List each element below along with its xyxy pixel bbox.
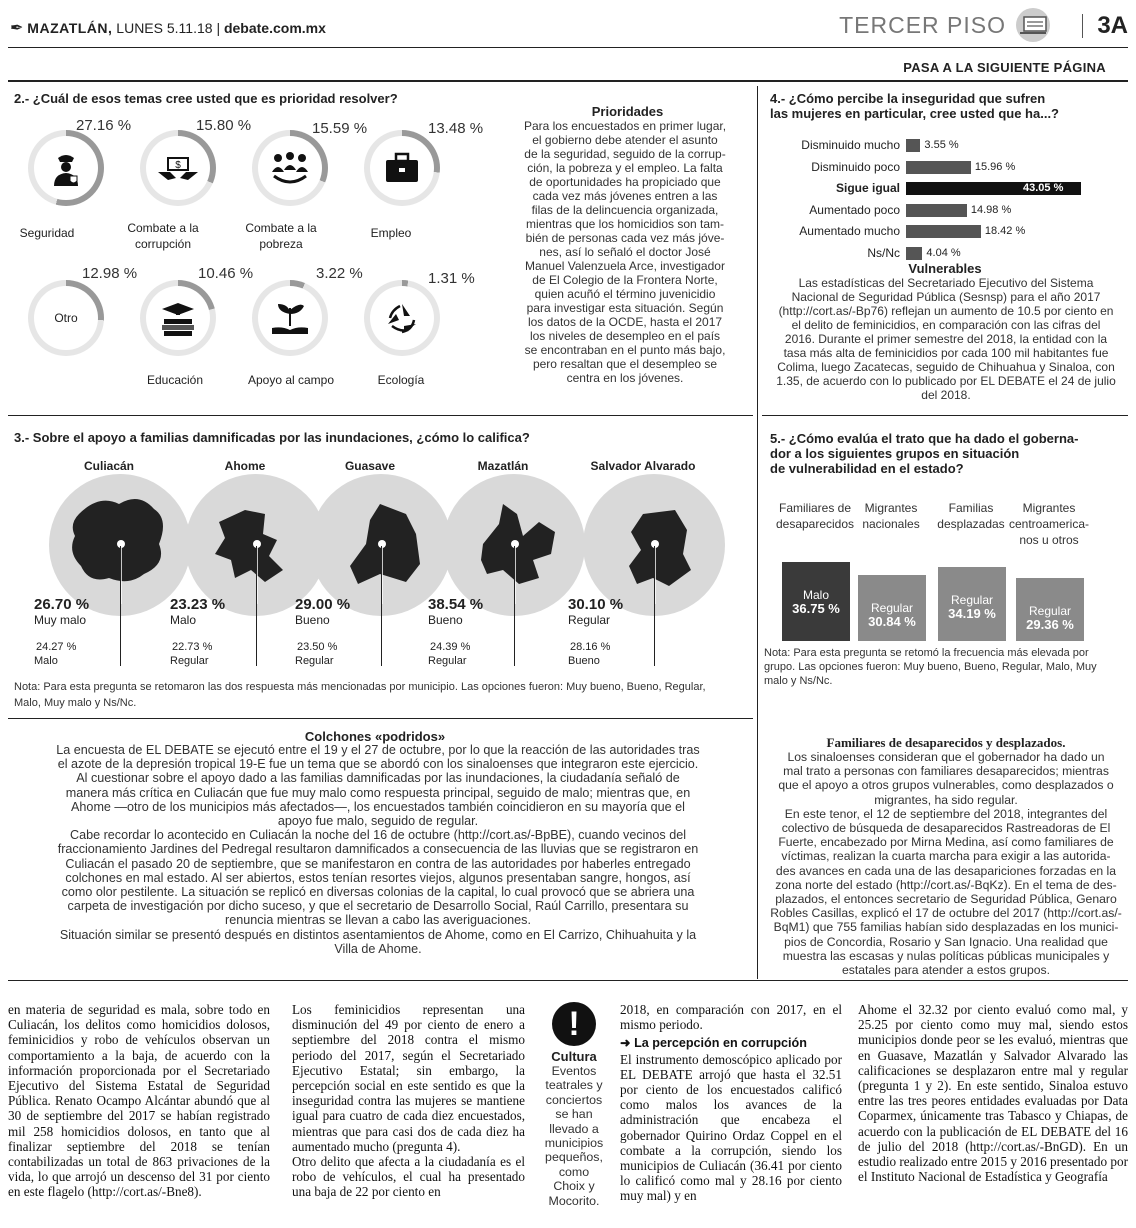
text-line: 2016. Durante el primer semestre del 2018, la entidad con la [784,332,1108,346]
q3-second-percent: 23.50 % [297,641,338,653]
q3-top-percent: 26.70 % [34,596,90,613]
section-logo-icon [1012,6,1054,44]
text-line: mal trato a personas con familiares desaparecidos; mientras [783,764,1109,779]
q5-title-1: 5.- ¿Cómo evalúa el trato que ha dado el goberna- [770,431,1079,446]
q4-title-1: 4.- ¿Cómo percibe la inseguridad que sufren [770,91,1046,106]
topic-percent: 1.31 % [428,270,475,287]
topic-circle-inner [258,136,322,200]
text-line: Robles Casillas, explicó el 17 de octubre del 2017 (http://cort.as/- [770,906,1122,921]
section-title: TERCER PISO [839,12,1006,38]
topic-label: Combate a la pobreza [245,221,317,251]
prioridades-title: Prioridades [591,104,664,119]
q5-bar-rating: Regular [1028,603,1072,618]
text-line: colchones en mal estado. Al ser abiertos, estos tenían resortes viejos, algunos presentaban sangre, hongos, así [65,870,691,885]
colchones-text [8,743,748,956]
text-line: Villa de Ahome. [334,941,422,956]
q3-second-percent: 22.73 % [172,641,213,653]
arrow-right-icon: ➜ [620,1036,631,1051]
topic-label: Ecología [377,373,425,387]
topic-percent: 27.16 % [76,117,132,134]
topic-circle [364,130,440,206]
svg-text:$: $ [175,160,181,171]
cultura-title: Cultura [551,1049,597,1064]
text-line: Ahome —otro de los municipios más afectados—, los encuestados también coincidieron en su mayoría que el [71,799,685,814]
q5-bar-percent: 30.84 % [868,613,916,629]
text-line: zona norte del estado (http://cort.as/-BqKz). En el tema de des- [775,877,1117,892]
masthead-site[interactable]: debate.com.mx [223,20,326,36]
topic-label: Seguridad [19,226,75,240]
people-group-icon [268,148,312,188]
q5-bar [858,575,926,641]
q3-top-rating: Regular [568,613,611,627]
text-line: (http://cort.as/-Bp76) reflejan un aumento de 10.5 por ciento en [778,304,1114,318]
text-line: conciertos [545,1092,603,1107]
text-line: La encuesta de EL DEBATE se ejecutó entre el 19 y el 27 de octubre, por lo que la reacción de las autoridades tras [56,743,700,757]
q4-bar [906,204,967,217]
text-line: Mocorito. [548,1193,600,1208]
text-line: se encontraban en el punto más bajo, [524,343,726,357]
q3-city-name: Culiacán [83,459,134,473]
q4-bar-label: Aumentado mucho [799,224,900,238]
text-line: BqM1) que 755 familias habían sido desplazadas en los munici- [773,920,1119,935]
topic-circle-inner [146,136,210,200]
topic-circle [252,280,328,356]
security-guard-icon [46,148,86,188]
masthead-date: LUNES 5.11.18 [116,20,213,36]
newspaper-logo-icon: ✒ [10,20,24,37]
text-line: los datos de la OCDE, hasta el 2017 [527,315,723,329]
topic-percent: 13.48 % [428,120,484,137]
q4-title-2: las mujeres en particular, cree usted que ha...? [770,106,1060,121]
text-line: ción, la pobreza y el empleo. La falta [527,161,723,175]
topic-percent: 3.22 % [316,265,363,282]
text-line: como [558,1164,590,1179]
bribe-handshake-icon [156,150,200,186]
q5-bar-rating: Regular [870,600,914,615]
q4-bar-value: 14.98 % [970,203,1012,216]
text-line: Colima, luego Zacatecas, seguido de Chihuahua y Sinaloa, con [777,360,1115,374]
q4-bar-value: 43.05 % [1023,182,1064,194]
q3-pointer-line [514,546,515,666]
q5-bar-percent: 34.19 % [948,606,996,622]
text-line: como olor pestilente. La situación se replicó en diversas colonias de la capital, lo cual provocó que se abriera una [61,885,695,900]
text-line: municipios [544,1136,604,1151]
text-line: Choix y [553,1179,595,1194]
q3-city-name: Ahome [224,459,266,473]
q3-top-percent: 38.54 % [428,596,484,613]
q5-bar-percent: 29.36 % [1026,616,1074,632]
q3-top-rating: Malo [170,613,197,627]
q4-bar-value: 4.04 % [926,246,961,259]
topic-circle-inner [34,286,98,350]
q5-note: Nota: Para esta pregunta se retomó la frecuencia más elevada por grupo. Las opciones fueron: Muy bueno, Bueno, Regular, Malo, Muy malo y Ns/Nc. [764,647,1097,687]
topic-label: Apoyo al campo [247,373,335,387]
masthead: ✒ MAZATLÁN, LUNES 5.11.18 | debate.com.mx [10,20,326,37]
q4-bar [906,139,920,152]
masthead-city: MAZATLÁN, [27,20,113,36]
prioridades-text [500,119,750,385]
topic-percent: 10.46 % [198,265,254,282]
page-number: 3A [1097,12,1128,39]
q5-group-label: Migrantes centroamerica-nos u otros [1008,501,1090,547]
text-line: de El Colegio de la Frontera Norte, [532,273,718,287]
bottom-column-3-p1: 2018, en comparación con 2017, en el mismo periodo. [620,1002,842,1033]
text-line: Manuel Valenzuela Arce, investigador [525,259,725,273]
q5-title-2: dor a los siguientes grupos en situación [770,446,1020,461]
topic-circle-inner [370,286,434,350]
text-line: estatales para atender a estos grupos. [842,963,1050,978]
briefcase-icon [382,151,422,185]
cultura-text [538,1064,610,1208]
q3-top-percent: 30.10 % [568,596,624,613]
text-line: En este tenor, el 12 de septiembre del 2018, integrantes del [784,806,1108,821]
q3-city-name: Mazatlán [477,459,529,473]
q3-city-name: Guasave [344,459,396,473]
q3-second-rating: Regular [170,655,209,667]
text-line: que el apoyo a otros grupos vulnerables, como desplazados o [778,778,1114,793]
corrupcion-subhead-text: La percepción en corrupción [634,1036,807,1051]
text-line: renuncia mientras se llevan a cabo las averiguaciones. [225,913,531,928]
bottom-column-4: Ahome el 32.32 por ciento evaluó como mal, y 25.25 por ciento como muy mal, siendo estos municipios donde peor se les evaluó, mientras que en Guasave, Mazatlán y Salvador Alvarado las calificaciones se desplazaron entre mal y regular (pregunta 1 y 2). En este sentido, Sinaloa estuvo entre las tres peores entidades evaluadas por Data Coparmex, únicamente tras Tabasco y Chiapas, de acuerdo con la publicación de EL DEBATE del 16 de julio del 2018 (http://cort.as/-BnGD). En un estudio realizado entre 2015 y 2016 presentado por el Instituto Nacional de Estadística y Geografía [858,1002,1128,1185]
q3-title: 3.- Sobre el apoyo a familias damnificadas por las inundaciones, ¿cómo lo califica? [14,430,530,445]
text-line: Nacional de Seguridad Pública (Sesnsp) para el año 2017 [791,290,1101,304]
q3-second-percent: 24.27 % [36,641,77,653]
topic-circle-inner [34,136,98,200]
text-line: colectivo de búsqueda de desaparecidos Rastreadoras de El [781,821,1111,836]
q3-top-rating: Bueno [295,613,330,627]
q3-top-percent: 23.23 % [170,596,226,613]
text-line: pios de Concordia, Rosario y San Ignacio. Una realidad que [784,934,1108,949]
q5-group-label: Migrantes nacionales [862,501,920,531]
q3-top-percent: 29.00 % [295,596,351,613]
text-line: cada vez más jóvenes entren a las [532,189,718,203]
text-line: pequeños, [545,1150,603,1165]
q3-top-rating: Muy malo [34,613,87,627]
text-line: el azote de la depresión tropical 19-E fue un tema que se abordó con los sinaloenses que integraron este ejercicio. [57,757,699,772]
books-graduation-icon [156,299,200,337]
q3-pointer-line [120,546,121,666]
q4-bar [906,225,981,238]
text-line: migrantes, ha sido regular. [874,792,1018,807]
text-line: bién de personas cada vez más jóve- [525,231,725,245]
q5-title-3: de vulnerabilidad en el estado? [770,461,964,476]
bottom-column-2 [292,1002,525,1200]
text-line: teatrales y [545,1078,603,1093]
q5-bar [1016,578,1084,641]
text-line: carpeta de investigación por dicho suceso, y que el secretario de Desarrollo Social, Raúl Carrillo, presentara su [67,899,689,914]
topic-circle [140,280,216,356]
q5-bar-rating: Malo [802,587,829,602]
text-line: Fuerte, encabezado por Mirna Medina, así como familiares de [778,835,1114,850]
cultura-sidebar [538,1002,610,1222]
topic-percent: 15.59 % [312,120,368,137]
text-line: Cabe recordar lo acontecido en Culiacán la noche del 16 de octubre (http://cort.as/-BpBE), cuando vecinos del [69,828,687,843]
text-line: se han [555,1107,593,1122]
text-line: Para los encuestados en primer lugar, [523,119,727,133]
q5-bar-rating: Regular [950,593,994,608]
exclamation-icon: ! [552,1002,596,1046]
q3-second-rating: Bueno [568,655,600,667]
topic-label: Empleo [370,226,412,240]
text-line: muestra las escasas y nulas políticas públicas municipales y [782,948,1110,963]
bottom-column-3-p2: El instrumento demoscópico aplicado por EL DEBATE arrojó que hasta el 32.51 por ciento de los encuestados calificó como malos los avances de la administración que encabeza el gobernador Quirino Ordaz Coppel en el combate a la corrupción, siendo los municipios de Culiacán (36.41 por ciento lo calificó como mal y 28.16 por ciento muy mal) y en [620,1051,842,1204]
q4-bar-label: Disminuido poco [811,159,900,174]
text-line: des avances en cada una de las desapariciones forzadas en la [775,863,1117,878]
q3-top-rating: Bueno [428,613,463,627]
text-line: manera más crítica en Culiacán que fue muy malo como respuesta principal, seguido de malo; mientras que, en [65,785,691,800]
topic-circle-inner [146,286,210,350]
recycle-icon [382,298,422,338]
topic-circle-inner [370,136,434,200]
topic-label: Combate a la corrupción [127,221,199,251]
text-line: Situación similar se presentó después en distintos asentamientos de Ahome, como en El Carrizo, Chihuahuita y la [59,927,697,942]
text-line: filas de la delincuencia organizada, [531,203,719,217]
bottom-column-3 [620,1002,842,1204]
q2-title: 2.- ¿Cuál de esos temas cree usted que es prioridad resolver? [14,91,398,106]
text-line: pero resaltan que el desempleo se [532,357,718,371]
bottom-column-2-p1: Los feminicidios representan una disminución del 49 por ciento de enero a septiembre del 2018 contra el mismo periodo del 2017, según el Secretariado Ejecutivo Estatal; sin embargo, la percepción social en este sentido es que la inseguridad contra las mujeres se mantiene igual para cuatro de cada diez encuestados, mientras que para casi dos de cada diez ha aumentado mucho (pregunta 4). [292,1002,525,1154]
topic-circle [28,130,104,206]
topic-circle [28,280,104,356]
q5-bar-percent: 36.75 % [792,600,840,616]
text-line: fraccionamiento Jardines del Pedregal resultaron damnificados a consecuencia de las lluvias que se registraron en [57,842,699,857]
corrupcion-subhead [620,1036,842,1051]
topic-circle [252,130,328,206]
q4-bar-label: Sigue igual [835,181,900,195]
text-line: Las estadísticas del Secretariado Ejecutivo del Sistema [798,276,1094,290]
q3-second-percent: 28.16 % [570,641,611,653]
text-line: mientras que los homicidios son tam- [525,217,725,231]
q5-group-label: Familias desplazadas [937,501,1005,531]
vulnerables-title: Vulnerables [908,261,982,276]
continue-note: PASA A LA SIGUIENTE PÁGINA [903,60,1106,75]
text-line: los niveles de desempleo en el país [529,329,721,343]
q3-city-name: Salvador Alvarado [590,459,696,473]
text-line: quien acuñó el término juvenicidio [534,287,716,301]
familiares-title: Familiares de desaparecidos y desplazados. [826,735,1066,750]
topic-circle-inner [258,286,322,350]
topic-percent: 15.80 % [196,117,252,134]
text-line: Los sinaloenses consideran que el gobernador ha dado un [787,750,1105,764]
q3-pointer-line [381,546,382,666]
q4-bar-value: 15.96 % [974,160,1016,173]
text-line: plazados, el entonces secretario de Seguridad Pública, Genaro [775,892,1117,907]
text-line: el gobierno debe atender el asunto [532,133,718,147]
q3-second-percent: 24.39 % [430,641,471,653]
q4-bar-label: Aumentado poco [809,202,900,217]
topic-percent: 12.98 % [82,265,138,282]
text-line: Eventos [551,1064,597,1078]
plant-hand-icon [268,298,312,338]
bottom-column-1: en materia de seguridad es mala, sobre todo en Culiacán, los delitos como homicidios dolosos, feminicidios y robo de vehículos observan un comportamiento a la baja, de acuerdo con la información proporcionada por el Secretariado Ejecutivo del Sistema Estatal de Seguridad Pública. Renato Ocampo Alcántar abundó que al 30 de septiembre del 2017 se habían registrado mil 258 homicidios dolosos, en tanto que al finalizar septiembre del 2018 se tenían contabilizadas un total de 863 privaciones de la vida, lo que arrojó un descenso del 31 por ciento en este flagelo (http://cort.as/-Bne8). [8,1002,270,1200]
q4-bar [906,247,922,260]
q3-second-rating: Regular [295,655,334,667]
topic-label: Educación [146,373,204,387]
text-line: tasa más alta de feminicidios por cada 100 mil habitantes fue [783,346,1109,360]
q3-note: Nota: Para esta pregunta se retomaron las dos respuesta más mencionadas por municipio. Las opciones fueron: Muy bueno, Bueno, Regular, Malo, Muy malo y Ns/Nc. [14,681,706,709]
text-line: nes, así lo señaló el doctor José [539,245,711,259]
text-line: del 2018. [921,388,971,402]
q3-second-rating: Regular [428,655,467,667]
text-line: para investigar esta situación. Según [526,301,724,315]
text-line: víctimas, realizan la cuarta marcha para exigir a las autorida- [781,849,1111,864]
q3-pointer-line [256,546,257,666]
text-line: el delito de feminicidios, en comparación con las cifras del [791,318,1101,332]
q5-group-label: Familiares de desaparecidos [775,501,855,531]
q4-bar [906,161,971,174]
colchones-title: Colchones «podridos» [304,729,446,744]
text-line: centra en los jóvenes. [566,371,684,385]
q4-bar-label: Disminuido mucho [801,138,900,152]
q4-bar-label: Ns/Nc [867,245,900,260]
bottom-column-2-p2: Otro delito que afecta a la ciudadanía es el robo de vehículos, el cual ha presentado una baja de 22 por ciento en [292,1154,525,1200]
text-line: llevado a [549,1121,599,1136]
q4-bar-value: 3.55 % [924,139,959,151]
familiares-text [764,750,1128,977]
q4-bar-value: 18.42 % [984,225,1026,237]
text-line: 1.35, de acuerdo con lo publicado por EL DEBATE el 24 de julio [776,374,1116,388]
topic-circle [140,130,216,206]
text-line: apoyo fue malo, seguido de regular. [277,814,479,829]
q5-bar [938,567,1006,641]
topic-circle-label: Otro [54,311,78,325]
topic-circle [364,280,440,356]
q5-bar [782,562,850,641]
text-line: de oportunidades ha propiciado que [529,175,721,189]
text-line: Al cuestionar sobre el apoyo dado a las familias damnificadas por las inundaciones, la ciudadanía señaló de [76,771,680,786]
q3-pointer-line [654,546,655,666]
text-line: Culiacán el pasado 20 de septiembre, que se manifestaron en contra de las autoridades por haberles entregado [65,856,691,871]
vulnerables-text [764,276,1128,402]
text-line: de la seguridad, seguido de la corrup- [524,147,726,161]
q3-second-rating: Malo [34,655,58,667]
